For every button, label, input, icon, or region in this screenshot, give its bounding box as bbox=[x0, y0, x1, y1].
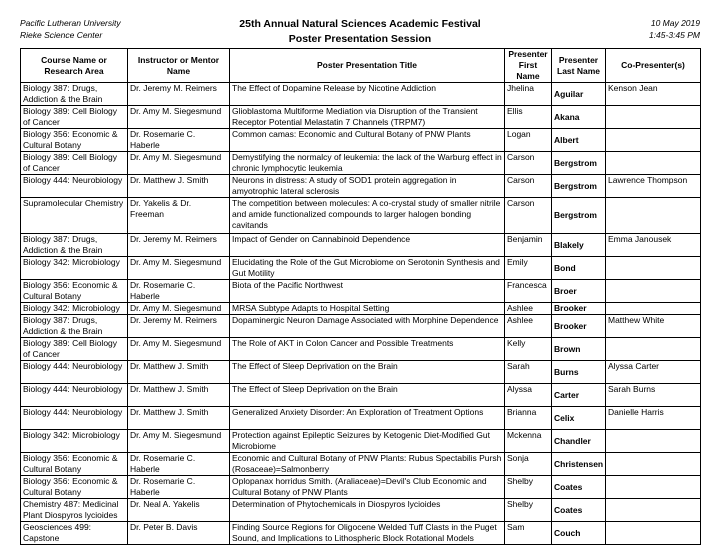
cell-instructor: Dr. Neal A. Yakelis bbox=[128, 499, 230, 522]
cell-title: Finding Source Regions for Oligocene Welded Tuff Clasts in the Puget Sound, and Implications to Lithospheric Block Rotational Models bbox=[230, 522, 505, 545]
table-row bbox=[21, 499, 701, 522]
cell-presenter-first: Sarah bbox=[505, 361, 552, 384]
column-header-title: Poster Presentation Title bbox=[230, 49, 505, 83]
cell-presenter-first: Sonja bbox=[505, 453, 552, 476]
cell-presenter-first: Mckenna bbox=[505, 430, 552, 453]
cell-instructor: Dr. Matthew J. Smith bbox=[128, 361, 230, 384]
cell-copresenters bbox=[606, 257, 701, 280]
cell-copresenters: Lawrence Thompson bbox=[606, 175, 701, 198]
cell-instructor: Dr. Matthew J. Smith bbox=[128, 407, 230, 430]
cell-title: The Effect of Sleep Deprivation on the Brain bbox=[230, 361, 505, 384]
cell-course: Biology 387: Drugs, Addiction & the Brain bbox=[21, 234, 128, 257]
cell-title: Impact of Gender on Cannabinoid Dependence bbox=[230, 234, 505, 257]
cell-presenter-last: Celix bbox=[552, 407, 606, 430]
cell-course: Biology 356: Economic & Cultural Botany bbox=[21, 129, 128, 152]
cell-course: Biology 444: Neurobiology bbox=[21, 384, 128, 407]
cell-copresenters bbox=[606, 129, 701, 152]
cell-presenter-first: Benjamin bbox=[505, 234, 552, 257]
cell-copresenters bbox=[606, 198, 701, 234]
table-row bbox=[21, 152, 701, 175]
table-row bbox=[21, 361, 701, 384]
cell-presenter-first: Ashlee bbox=[505, 315, 552, 338]
cell-course: Biology 389: Cell Biology of Cancer bbox=[21, 106, 128, 129]
cell-course: Biology 356: Economic & Cultural Botany bbox=[21, 476, 128, 499]
column-header-instructor: Instructor or Mentor Name bbox=[128, 49, 230, 83]
cell-instructor: Dr. Amy M. Siegesmund bbox=[128, 303, 230, 315]
cell-instructor: Dr. Amy M. Siegesmund bbox=[128, 106, 230, 129]
event-date: 10 May 2019 bbox=[650, 18, 700, 28]
cell-instructor: Dr. Matthew J. Smith bbox=[128, 175, 230, 198]
cell-presenter-last: Coates bbox=[552, 499, 606, 522]
cell-copresenters bbox=[606, 522, 701, 545]
cell-presenter-last: Carter bbox=[552, 384, 606, 407]
table-row bbox=[21, 198, 701, 234]
cell-presenter-first: Carson bbox=[505, 175, 552, 198]
cell-title: Protection against Epileptic Seizures by Ketogenic Diet-Modified Gut Microbiome bbox=[230, 430, 505, 453]
table-row bbox=[21, 83, 701, 106]
table-row bbox=[21, 315, 701, 338]
cell-course: Biology 387: Drugs, Addiction & the Brain bbox=[21, 83, 128, 106]
page-title bbox=[0, 17, 720, 47]
cell-copresenters bbox=[606, 476, 701, 499]
cell-title: Economic and Cultural Botany of PNW Plants: Rubus Spectabilis Pursh (Rosaceae)=Salmonberry bbox=[230, 453, 505, 476]
column-header-copresenters: Co-Presenter(s) bbox=[606, 49, 701, 83]
poster-schedule-table bbox=[20, 48, 701, 545]
cell-course: Biology 342: Microbiology bbox=[21, 257, 128, 280]
cell-course: Supramolecular Chemistry bbox=[21, 198, 128, 234]
cell-course: Biology 444: Neurobiology bbox=[21, 361, 128, 384]
university-name: Pacific Lutheran University bbox=[20, 18, 121, 28]
cell-course: Chemistry 487: Medicinal Plant Diospyros lycioides bbox=[21, 499, 128, 522]
cell-presenter-last: Bergstrom bbox=[552, 152, 606, 175]
cell-course: Biology 356: Economic & Cultural Botany bbox=[21, 280, 128, 303]
cell-copresenters: Alyssa Carter bbox=[606, 361, 701, 384]
column-header-presenter-first: Presenter First Name bbox=[505, 49, 552, 83]
cell-course: Geosciences 499: Capstone bbox=[21, 522, 128, 545]
cell-copresenters bbox=[606, 338, 701, 361]
cell-copresenters: Sarah Burns bbox=[606, 384, 701, 407]
cell-presenter-last: Blakely bbox=[552, 234, 606, 257]
cell-copresenters bbox=[606, 303, 701, 315]
cell-course: Biology 342: Microbiology bbox=[21, 303, 128, 315]
table-row bbox=[21, 129, 701, 152]
cell-instructor: Dr. Amy M. Siegesmund bbox=[128, 152, 230, 175]
column-header-presenter-last: Presenter Last Name bbox=[552, 49, 606, 83]
cell-presenter-last: Albert bbox=[552, 129, 606, 152]
cell-presenter-last: Christensen bbox=[552, 453, 606, 476]
cell-course: Biology 342: Microbiology bbox=[21, 430, 128, 453]
cell-presenter-last: Burns bbox=[552, 361, 606, 384]
cell-presenter-last: Brown bbox=[552, 338, 606, 361]
cell-course: Biology 389: Cell Biology of Cancer bbox=[21, 338, 128, 361]
cell-copresenters: Kenson Jean bbox=[606, 83, 701, 106]
table-row bbox=[21, 234, 701, 257]
cell-presenter-first: Emily bbox=[505, 257, 552, 280]
cell-instructor: Dr. Peter B. Davis bbox=[128, 522, 230, 545]
table-row bbox=[21, 338, 701, 361]
cell-copresenters bbox=[606, 152, 701, 175]
cell-presenter-last: Aguilar bbox=[552, 83, 606, 106]
cell-presenter-first: Jhelina bbox=[505, 83, 552, 106]
cell-presenter-first: Francesca bbox=[505, 280, 552, 303]
cell-title: Glioblastoma Multiforme Mediation via Disruption of the Transient Receptor Potential Melastatin 7 Channels (TRPM7) bbox=[230, 106, 505, 129]
cell-title: MRSA Subtype Adapts to Hospital Setting bbox=[230, 303, 505, 315]
cell-title: Demystifying the normalcy of leukemia: the lack of the Warburg effect in chronic lymphocytic leukemia bbox=[230, 152, 505, 175]
cell-instructor: Dr. Rosemarie C. Haberle bbox=[128, 453, 230, 476]
cell-title: The competition between molecules: A co-crystal study of smaller nitrile and amide functionalized compounds to larger halogen bonding cavitands bbox=[230, 198, 505, 234]
session-title: Poster Presentation Session bbox=[288, 33, 432, 45]
cell-title: The Effect of Sleep Deprivation on the Brain bbox=[230, 384, 505, 407]
cell-instructor: Dr. Amy M. Siegesmund bbox=[128, 338, 230, 361]
table-body bbox=[21, 83, 701, 545]
cell-instructor: Dr. Jeremy M. Reimers bbox=[128, 234, 230, 257]
cell-course: Biology 444: Neurobiology bbox=[21, 175, 128, 198]
cell-presenter-first: Sam bbox=[505, 522, 552, 545]
cell-copresenters bbox=[606, 280, 701, 303]
cell-title: Determination of Phytochemicals in Diospyros lycioides bbox=[230, 499, 505, 522]
cell-copresenters bbox=[606, 106, 701, 129]
cell-presenter-first: Logan bbox=[505, 129, 552, 152]
cell-copresenters bbox=[606, 453, 701, 476]
cell-presenter-last: Chandler bbox=[552, 430, 606, 453]
cell-title: Biota of the Pacific Northwest bbox=[230, 280, 505, 303]
cell-presenter-first: Shelby bbox=[505, 476, 552, 499]
cell-presenter-first: Carson bbox=[505, 152, 552, 175]
event-time: 1:45-3:45 PM bbox=[648, 30, 700, 40]
table-row bbox=[21, 407, 701, 430]
cell-presenter-last: Bergstrom bbox=[552, 175, 606, 198]
cell-presenter-last: Bond bbox=[552, 257, 606, 280]
table-row bbox=[21, 280, 701, 303]
cell-presenter-last: Couch bbox=[552, 522, 606, 545]
table-row bbox=[21, 106, 701, 129]
cell-presenter-first: Carson bbox=[505, 198, 552, 234]
cell-presenter-last: Brooker bbox=[552, 303, 606, 315]
column-header-course: Course Name or Research Area bbox=[21, 49, 128, 83]
cell-instructor: Dr. Jeremy M. Reimers bbox=[128, 315, 230, 338]
cell-presenter-first: Ashlee bbox=[505, 303, 552, 315]
cell-copresenters: Emma Janousek bbox=[606, 234, 701, 257]
cell-course: Biology 356: Economic & Cultural Botany bbox=[21, 453, 128, 476]
cell-instructor: Dr. Rosemarie C. Haberle bbox=[128, 476, 230, 499]
cell-course: Biology 387: Drugs, Addiction & the Brain bbox=[21, 315, 128, 338]
cell-presenter-first: Ellis bbox=[505, 106, 552, 129]
table-row bbox=[21, 303, 701, 315]
cell-presenter-first: Alyssa bbox=[505, 384, 552, 407]
cell-presenter-first: Kelly bbox=[505, 338, 552, 361]
header-right bbox=[649, 17, 700, 41]
table-row bbox=[21, 453, 701, 476]
table-row bbox=[21, 476, 701, 499]
table-row bbox=[21, 384, 701, 407]
cell-title: Generalized Anxiety Disorder: An Exploration of Treatment Options bbox=[230, 407, 505, 430]
cell-title: Elucidating the Role of the Gut Microbiome on Serotonin Synthesis and Gut Motility bbox=[230, 257, 505, 280]
cell-instructor: Dr. Rosemarie C. Haberle bbox=[128, 280, 230, 303]
cell-instructor: Dr. Yakelis & Dr. Freeman bbox=[128, 198, 230, 234]
cell-presenter-last: Akana bbox=[552, 106, 606, 129]
cell-presenter-last: Bergstrom bbox=[552, 198, 606, 234]
cell-copresenters bbox=[606, 499, 701, 522]
cell-presenter-last: Broer bbox=[552, 280, 606, 303]
festival-title: 25th Annual Natural Sciences Academic Festival bbox=[239, 18, 481, 30]
cell-instructor: Dr. Jeremy M. Reimers bbox=[128, 83, 230, 106]
cell-presenter-last: Coates bbox=[552, 476, 606, 499]
table-row bbox=[21, 430, 701, 453]
cell-course: Biology 444: Neurobiology bbox=[21, 407, 128, 430]
cell-copresenters: Matthew White bbox=[606, 315, 701, 338]
cell-title: Dopaminergic Neuron Damage Associated with Morphine Dependence bbox=[230, 315, 505, 338]
cell-title: The Role of AKT in Colon Cancer and Possible Treatments bbox=[230, 338, 505, 361]
cell-presenter-first: Brianna bbox=[505, 407, 552, 430]
cell-instructor: Dr. Rosemarie C. Haberle bbox=[128, 129, 230, 152]
cell-instructor: Dr. Amy M. Siegesmund bbox=[128, 430, 230, 453]
cell-copresenters bbox=[606, 430, 701, 453]
cell-instructor: Dr. Amy M. Siegesmund bbox=[128, 257, 230, 280]
cell-instructor: Dr. Matthew J. Smith bbox=[128, 384, 230, 407]
venue-name: Rieke Science Center bbox=[20, 30, 103, 40]
cell-presenter-first: Shelby bbox=[505, 499, 552, 522]
table-row bbox=[21, 175, 701, 198]
cell-course: Biology 389: Cell Biology of Cancer bbox=[21, 152, 128, 175]
cell-title: Oplopanax horridus Smith. (Araliaceae)=Devil's Club Economic and Cultural Botany of PNW Plants bbox=[230, 476, 505, 499]
cell-title: Common camas: Economic and Cultural Botany of PNW Plants bbox=[230, 129, 505, 152]
cell-presenter-last: Brooker bbox=[552, 315, 606, 338]
cell-title: The Effect of Dopamine Release by Nicotine Addiction bbox=[230, 83, 505, 106]
cell-title: Neurons in distress: A study of SOD1 protein aggregation in amyotrophic lateral sclerosis bbox=[230, 175, 505, 198]
cell-copresenters: Danielle Harris bbox=[606, 407, 701, 430]
table-row bbox=[21, 522, 701, 545]
table-header-row bbox=[21, 49, 701, 83]
table-row bbox=[21, 257, 701, 280]
